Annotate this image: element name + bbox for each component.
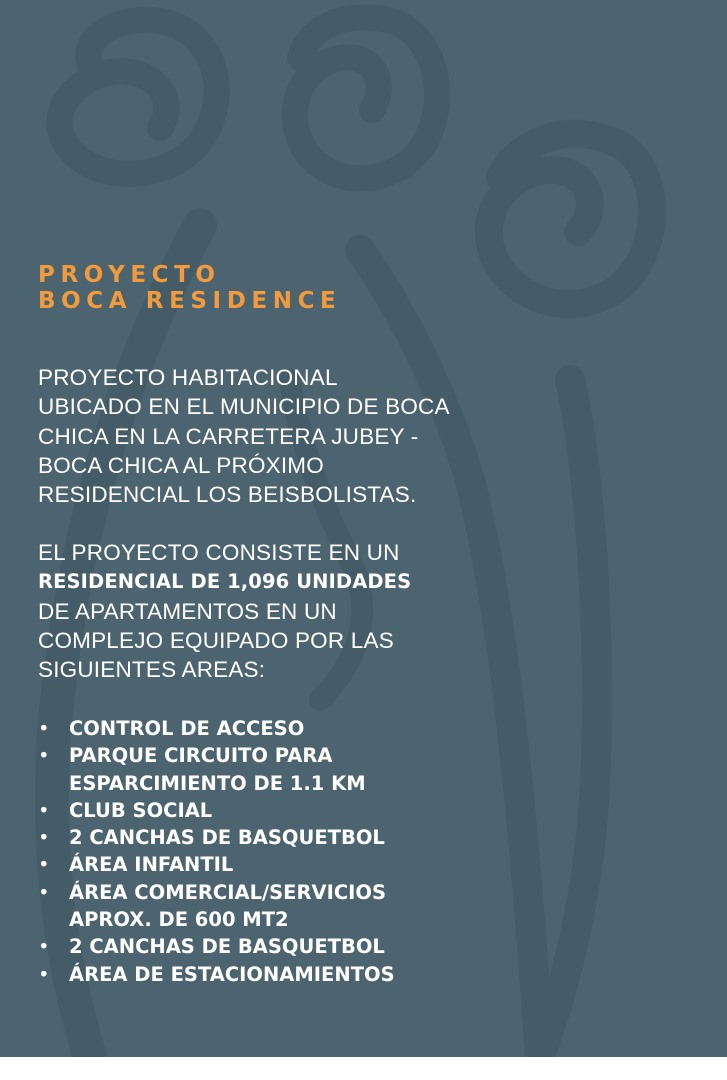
intro-line: CHICA EN LA CARRETERA JUBEY -: [38, 423, 419, 449]
amenity-item: [38, 824, 395, 851]
amenity-label-continuation: ESPARCIMIENTO DE 1.1 KM: [69, 771, 366, 795]
project-intro-paragraph: [38, 363, 450, 509]
amenity-label: ÁREA DE ESTACIONAMIENTOS: [69, 962, 395, 986]
amenity-label: ÁREA COMERCIAL/SERVICIOS: [69, 880, 387, 904]
amenity-item: [38, 797, 395, 824]
intro-line: PROYECTO HABITACIONAL: [38, 365, 338, 390]
amenity-item: [38, 933, 395, 960]
description-line: COMPLEJO EQUIPADO POR LAS: [38, 627, 394, 653]
project-description-paragraph: [38, 538, 411, 684]
units-highlight: RESIDENCIAL DE 1,096 UNIDADES: [38, 570, 412, 594]
amenity-label-continuation: APROX. DE 600 MT2: [69, 908, 289, 932]
bullet-icon: •: [38, 935, 50, 959]
bullet-icon: •: [38, 853, 50, 877]
description-line: SIGUIENTES AREAS:: [38, 657, 266, 683]
amenity-label: 2 CANCHAS DE BASQUETBOL: [69, 826, 385, 850]
intro-line: RESIDENCIAL LOS BEISBOLISTAS.: [38, 482, 417, 508]
amenity-item: [38, 879, 395, 934]
amenity-label: 2 CANCHAS DE BASQUETBOL: [69, 935, 385, 959]
amenity-item: [38, 715, 395, 742]
watermark-loop-left: [60, 20, 217, 174]
bullet-icon: •: [38, 717, 50, 740]
project-title-line-1: PROYECTO: [38, 262, 221, 288]
bullet-icon: •: [38, 744, 50, 768]
description-line: DE APARTAMENTOS EN UN: [38, 598, 337, 624]
content-column: [38, 262, 598, 986]
bullet-icon: •: [38, 798, 50, 822]
amenity-label: PARQUE CIRCUITO PARA: [69, 744, 333, 768]
amenity-item: [38, 961, 395, 988]
amenity-label: ÁREA INFANTIL: [69, 853, 234, 877]
bullet-icon: •: [38, 880, 50, 904]
amenity-label: CLUB SOCIAL: [69, 798, 213, 822]
intro-line: UBICADO EN EL MUNICIPIO DE BOCA: [38, 394, 450, 420]
amenities-list: [38, 715, 395, 988]
amenity-label: CONTROL DE ACCESO: [69, 717, 305, 740]
bullet-icon: •: [38, 826, 50, 850]
amenity-item: [38, 742, 395, 797]
project-title-line-2: BOCA RESIDENCE: [38, 288, 342, 314]
amenity-item: [38, 851, 395, 878]
bullet-icon: •: [38, 962, 50, 986]
project-title: [38, 262, 598, 314]
watermark-stroke-right: [540, 380, 597, 1057]
description-line: EL PROYECTO CONSISTE EN UN: [38, 540, 400, 565]
intro-line: BOCA CHICA AL PRÓXIMO: [38, 452, 324, 478]
watermark-loop-middle: [295, 17, 437, 178]
